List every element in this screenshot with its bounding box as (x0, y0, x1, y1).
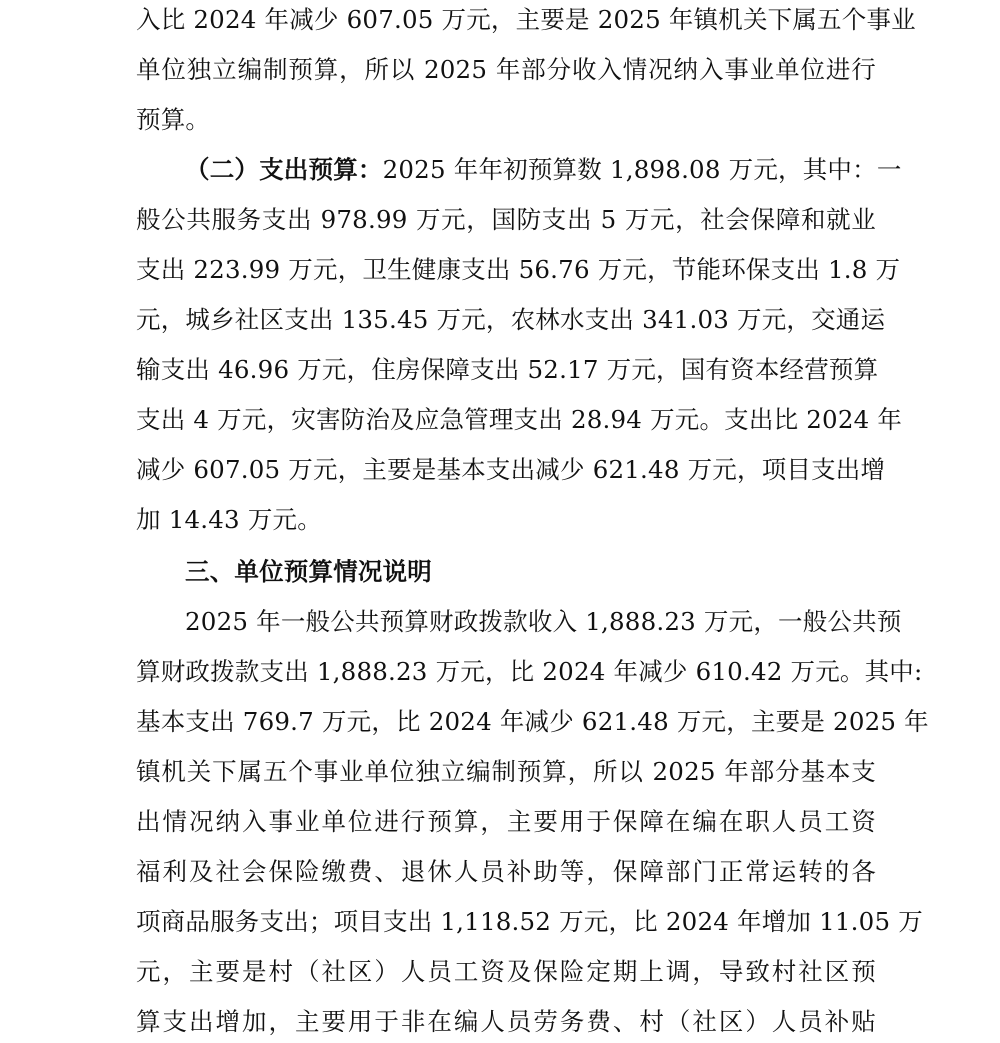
paragraph2-line-5: 输支出 46.96 万元，住房保障支出 52.17 万元，国有资本经营预算 (136, 355, 879, 384)
paragraph2-line-6: 支出 4 万元，灾害防治及应急管理支出 28.94 万元。支出比 2024 年 (136, 405, 903, 434)
section3-line-4: 镇机关下属五个事业单位独立编制预算，所以 2025 年部分基本支 (136, 757, 876, 786)
paragraph2-line-2: 般公共服务支出 978.99 万元，国防支出 5 万元，社会保障和就业 (136, 205, 876, 234)
section3-line-5: 出情况纳入事业单位进行预算，主要用于保障在编在职人员工资 (136, 807, 876, 836)
section3-line-7: 项商品服务支出；项目支出 1,118.52 万元，比 2024 年增加 11.05 万 (136, 907, 923, 936)
section3-line-3: 基本支出 769.7 万元，比 2024 年减少 621.48 万元，主要是 2025 年 (136, 707, 929, 736)
paragraph1-line-1: 入比 2024 年减少 607.05 万元，主要是 2025 年镇机关下属五个事业 (136, 5, 916, 34)
section3-heading: 三、单位预算情况说明 (185, 557, 432, 586)
section3-line-2: 算财政拨款支出 1,888.23 万元，比 2024 年减少 610.42 万元。其中: (136, 657, 923, 686)
paragraph2-line-7: 减少 607.05 万元，主要是基本支出减少 621.48 万元，项目支出增 (136, 455, 886, 484)
section3-line-1: 2025 年一般公共预算财政拨款收入 1,888.23 万元，一般公共预 (185, 607, 902, 636)
section3-line-9: 算支出增加，主要用于非在编人员劳务费、村（社区）人员补贴 (136, 1007, 876, 1036)
paragraph1-line-2: 单位独立编制预算，所以 2025 年部分收入情况纳入事业单位进行 (136, 55, 876, 84)
paragraph2-line-3: 支出 223.99 万元，卫生健康支出 56.76 万元，节能环保支出 1.8 万 (136, 255, 901, 284)
paragraph2-line-4: 元，城乡社区支出 135.45 万元，农林水支出 341.03 万元，交通运 (136, 305, 886, 334)
paragraph2-line-8: 加 14.43 万元。 (136, 505, 322, 534)
section3-line-8: 元，主要是村（社区）人员工资及保险定期上调，导致村社区预 (136, 957, 876, 986)
section3-line-6: 福利及社会保险缴费、退休人员补助等，保障部门正常运转的各 (136, 857, 876, 886)
paragraph2-line-1-text: 2025 年年初预算数 1,898.08 万元，其中：一 (382, 155, 902, 184)
paragraph1-line-3: 预算。 (136, 105, 211, 134)
paragraph2-line-1 (185, 152, 902, 188)
paragraph2-lead: （二）支出预算： (185, 155, 383, 184)
